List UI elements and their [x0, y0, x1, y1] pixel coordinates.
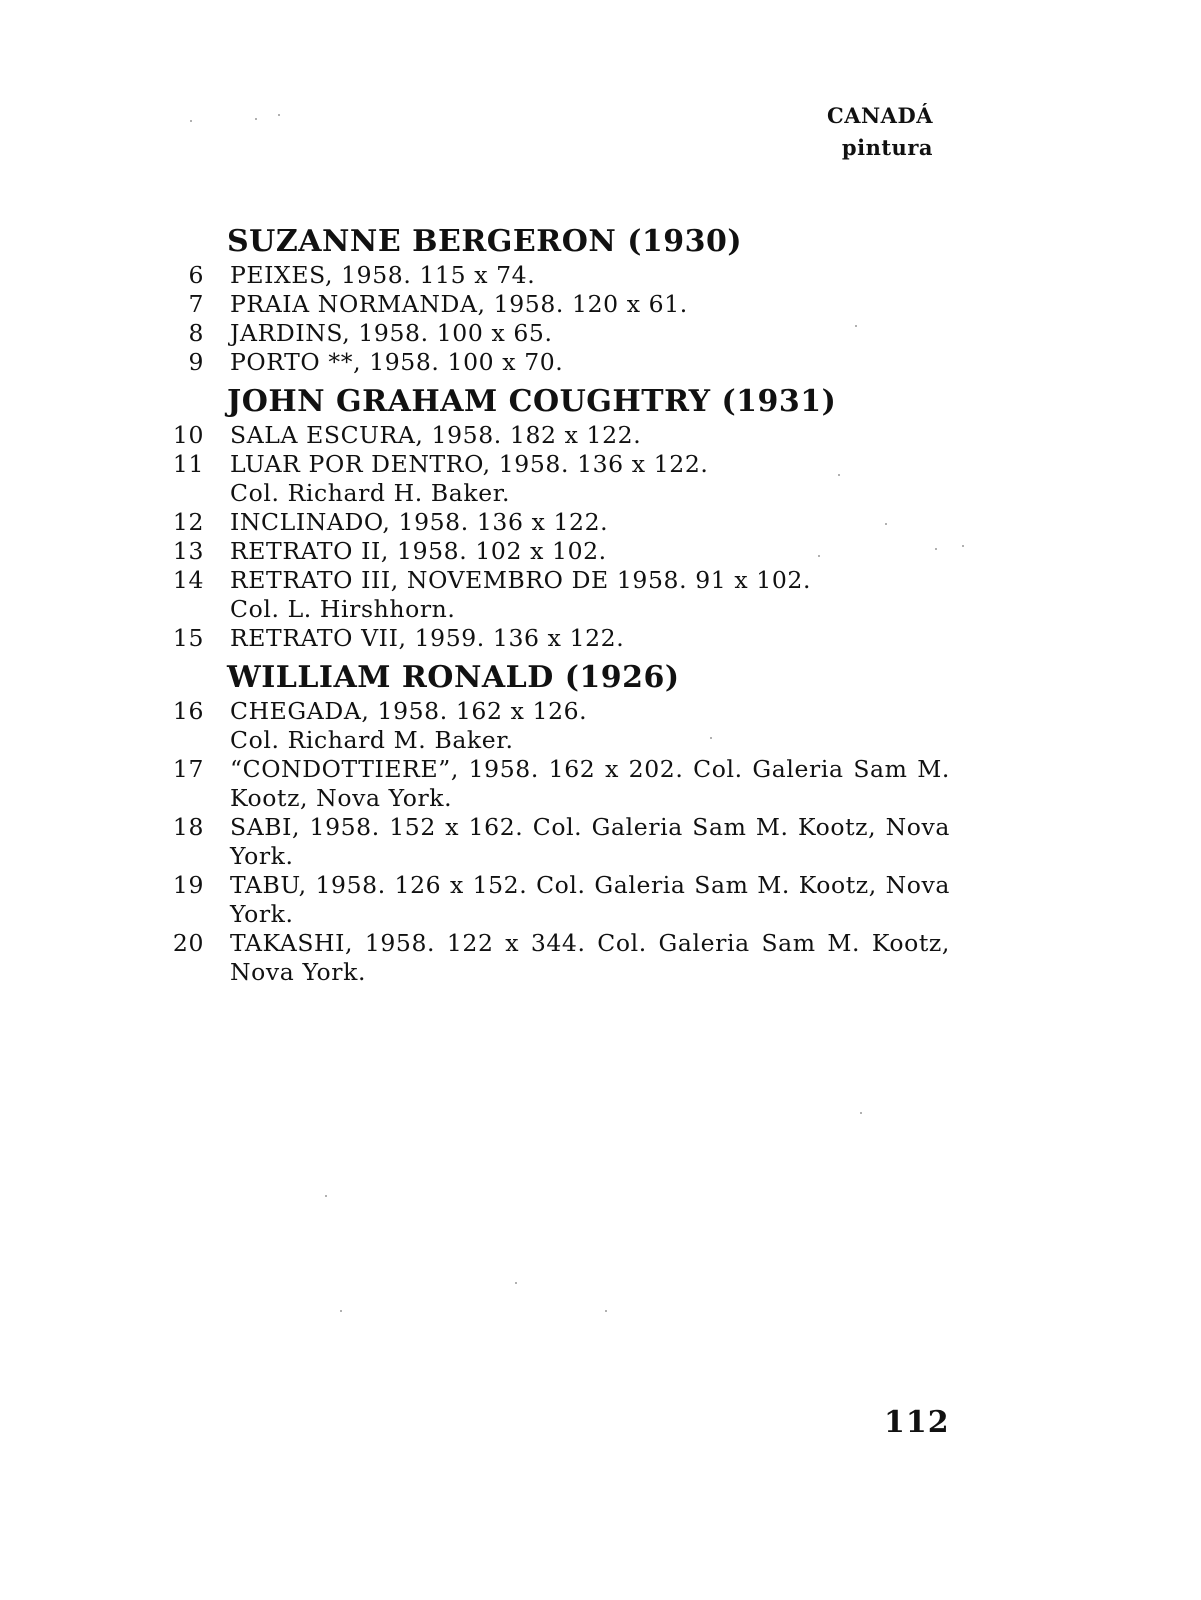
print-speck [710, 737, 712, 739]
print-speck [838, 474, 840, 476]
artist-section [160, 383, 950, 653]
work-description: PEIXES, 1958. 115 x 74. [230, 261, 536, 289]
work-entry [160, 261, 950, 290]
work-entry [160, 624, 950, 653]
work-description: RETRATO III, NOVEMBRO DE 1958. 91 x 102. Col. L. Hirshhorn. [230, 566, 812, 623]
work-description: SALA ESCURA, 1958. 182 x 122. [230, 421, 642, 449]
work-entry [160, 508, 950, 537]
print-speck [515, 1282, 517, 1284]
work-description: TABU, 1958. 126 x 152. Col. Galeria Sam M. Kootz, Nova York. [230, 871, 950, 928]
works-list [160, 261, 950, 377]
work-entry [160, 813, 950, 871]
work-number: 6 [188, 261, 204, 289]
print-speck [860, 1112, 862, 1114]
work-entry [160, 319, 950, 348]
work-number: 18 [172, 813, 204, 841]
work-entry [160, 697, 950, 755]
work-number: 13 [172, 537, 204, 565]
work-entry [160, 348, 950, 377]
catalog-list [160, 223, 950, 987]
print-speck [278, 114, 280, 116]
work-description: RETRATO II, 1958. 102 x 102. [230, 537, 607, 565]
work-number: 7 [188, 290, 204, 318]
work-number: 10 [172, 421, 204, 449]
work-number: 9 [188, 348, 204, 376]
print-speck [190, 120, 192, 122]
header-country: CANADÁ [826, 103, 933, 128]
artist-heading: JOHN GRAHAM COUGHTRY (1931) [227, 384, 837, 419]
print-speck [935, 548, 937, 550]
work-entry [160, 537, 950, 566]
works-list [160, 697, 950, 987]
work-number: 11 [172, 450, 204, 478]
work-entry [160, 871, 950, 929]
work-number: 17 [172, 755, 204, 783]
work-description: PORTO **, 1958. 100 x 70. [230, 348, 564, 376]
work-description: CHEGADA, 1958. 162 x 126. Col. Richard M. Baker. [230, 697, 588, 754]
works-list [160, 421, 950, 653]
work-number: 12 [172, 508, 204, 536]
work-number: 15 [172, 624, 204, 652]
work-number: 20 [172, 929, 204, 957]
work-entry [160, 566, 950, 624]
print-speck [325, 1195, 327, 1197]
work-entry [160, 450, 950, 508]
work-description: RETRATO VII, 1959. 136 x 122. [230, 624, 625, 652]
work-entry [160, 421, 950, 450]
print-speck [605, 1310, 607, 1312]
page-number: 112 [884, 1405, 950, 1440]
work-description: JARDINS, 1958. 100 x 65. [230, 319, 553, 347]
work-description: INCLINADO, 1958. 136 x 122. [230, 508, 609, 536]
artist-section [160, 223, 950, 377]
artist-section [160, 659, 950, 987]
print-speck [885, 523, 887, 525]
artist-heading: WILLIAM RONALD (1926) [227, 660, 680, 695]
print-speck [855, 325, 857, 327]
running-header [827, 100, 933, 164]
work-number: 16 [172, 697, 204, 725]
work-number: 14 [172, 566, 204, 594]
work-description: LUAR POR DENTRO, 1958. 136 x 122. Col. Richard H. Baker. [230, 450, 709, 507]
work-description: “CONDOTTIERE”, 1958. 162 x 202. Col. Galeria Sam M. Kootz, Nova York. [230, 755, 950, 812]
print-speck [255, 118, 257, 120]
work-entry [160, 755, 950, 813]
artist-heading: SUZANNE BERGERON (1930) [227, 224, 743, 259]
work-description: PRAIA NORMANDA, 1958. 120 x 61. [230, 290, 688, 318]
work-entry [160, 290, 950, 319]
work-description: SABI, 1958. 152 x 162. Col. Galeria Sam M. Kootz, Nova York. [230, 813, 950, 870]
work-description: TAKASHI, 1958. 122 x 344. Col. Galeria Sam M. Kootz, Nova York. [230, 929, 950, 986]
work-entry [160, 929, 950, 987]
work-number: 8 [188, 319, 204, 347]
print-speck [340, 1310, 342, 1312]
work-number: 19 [172, 871, 204, 899]
header-category: pintura [841, 135, 933, 160]
print-speck [962, 545, 964, 547]
print-speck [818, 555, 820, 557]
